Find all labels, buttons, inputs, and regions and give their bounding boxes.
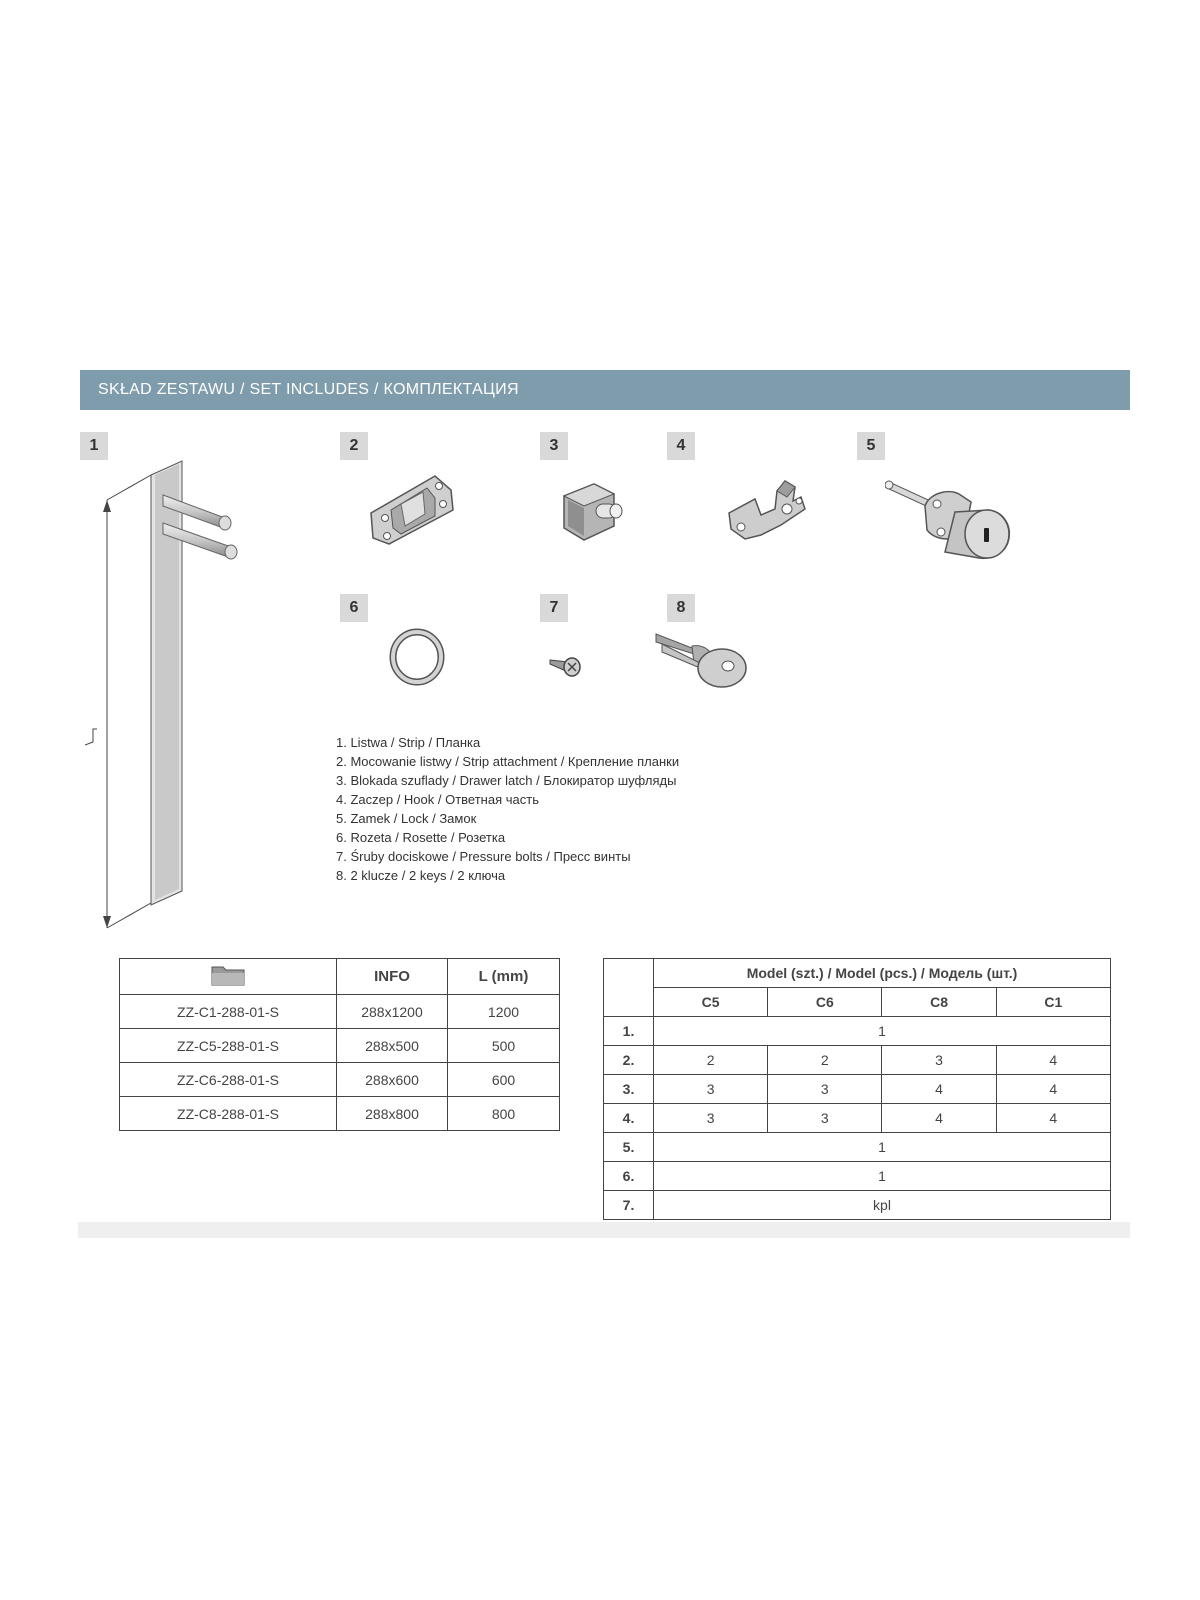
product-code: ZZ-C5-288-01-S [120,1029,337,1063]
legend-item: 1. Listwa / Strip / Планка [336,735,481,750]
cell-value: 3 [882,1046,996,1075]
strip-attachment-icon [365,468,460,548]
folder-icon [211,964,245,986]
legend-item: 8. 2 klucze / 2 keys / 2 ключа [336,868,506,883]
cell-value: 4 [882,1075,996,1104]
info-table [119,958,560,1131]
table-row [604,1191,1111,1220]
legend-item: 3. Blokada szuflady / Drawer latch / Блокиратор шуфляды [336,773,677,788]
table-row [604,1075,1111,1104]
cell-value: 4 [996,1104,1110,1133]
legend-item: 5. Zamek / Lock / Замок [336,811,477,826]
section-header [80,370,1130,410]
legend-item: 7. Śruby dociskowe / Pressure bolts / Пресс винты [336,849,631,864]
table-row [604,1162,1111,1191]
pressure-bolt-icon [548,652,588,682]
product-length: 800 [448,1097,560,1131]
section-title: SKŁAD ZESTAWU / SET INCLUDES / КОМПЛЕКТАЦИЯ [98,381,519,398]
product-code: ZZ-C8-288-01-S [120,1097,337,1131]
cell-value: 3 [768,1104,882,1133]
row-number: 3. [604,1075,654,1104]
row-number: 5. [604,1133,654,1162]
product-info: 288x500 [337,1029,448,1063]
product-info: 288x800 [337,1097,448,1131]
model-table [603,958,1111,1220]
lock-icon [885,472,1025,572]
merged-value: 1 [654,1017,1111,1046]
part-number-3: 3 [540,432,568,460]
model-table-title: Model (szt.) / Model (pcs.) / Модель (шт.) [654,959,1111,988]
footer-divider [78,1222,1130,1238]
table-row [120,995,560,1029]
model-table-columns [604,988,1111,1017]
legend-item: 4. Zaczep / Hook / Ответная часть [336,792,539,807]
column-header: C5 [654,988,768,1017]
product-length: 600 [448,1063,560,1097]
cell-value: 2 [768,1046,882,1075]
row-number: 7. [604,1191,654,1220]
part-number-8: 8 [667,594,695,622]
product-code: ZZ-C1-288-01-S [120,995,337,1029]
cell-value: 4 [882,1104,996,1133]
cell-value: 4 [996,1075,1110,1104]
cell-value: 4 [996,1046,1110,1075]
legend-item: 2. Mocowanie listwy / Strip attachment / Крепление планки [336,754,680,769]
column-header: C6 [768,988,882,1017]
rosette-icon [387,627,447,687]
cell-value: 3 [654,1104,768,1133]
table-row [120,1029,560,1063]
table-row [120,1063,560,1097]
merged-value: 1 [654,1162,1111,1191]
merged-value: 1 [654,1133,1111,1162]
row-number: 6. [604,1162,654,1191]
part-number-4: 4 [667,432,695,460]
parts-legend [336,733,679,885]
keys-icon [652,628,752,698]
hook-icon [725,475,815,545]
product-info: 288x600 [337,1063,448,1097]
column-header: C8 [882,988,996,1017]
cell-value: 3 [654,1075,768,1104]
product-length: 1200 [448,995,560,1029]
part-number-5: 5 [857,432,885,460]
length-header: L (mm) [448,959,560,995]
drawer-latch-icon [560,478,630,544]
table-row [604,1046,1111,1075]
model-table-title-row [604,959,1111,988]
row-number: 2. [604,1046,654,1075]
table-row [604,1133,1111,1162]
strip-icon [85,455,255,945]
part-number-7: 7 [540,594,568,622]
empty-corner-cell [604,959,654,1017]
table-row [604,1104,1111,1133]
part-number-2: 2 [340,432,368,460]
product-info: 288x1200 [337,995,448,1029]
info-header: INFO [337,959,448,995]
part-number-6: 6 [340,594,368,622]
part-number-1: 1 [80,432,108,460]
column-header: C1 [996,988,1110,1017]
row-number: 1. [604,1017,654,1046]
cell-value: 3 [768,1075,882,1104]
table-row [604,1017,1111,1046]
folder-icon-header [120,959,337,995]
product-length: 500 [448,1029,560,1063]
merged-value: kpl [654,1191,1111,1220]
row-number: 4. [604,1104,654,1133]
product-code: ZZ-C6-288-01-S [120,1063,337,1097]
info-table-header [120,959,560,995]
cell-value: 2 [654,1046,768,1075]
table-row [120,1097,560,1131]
legend-item: 6. Rozeta / Rosette / Розетка [336,830,506,845]
